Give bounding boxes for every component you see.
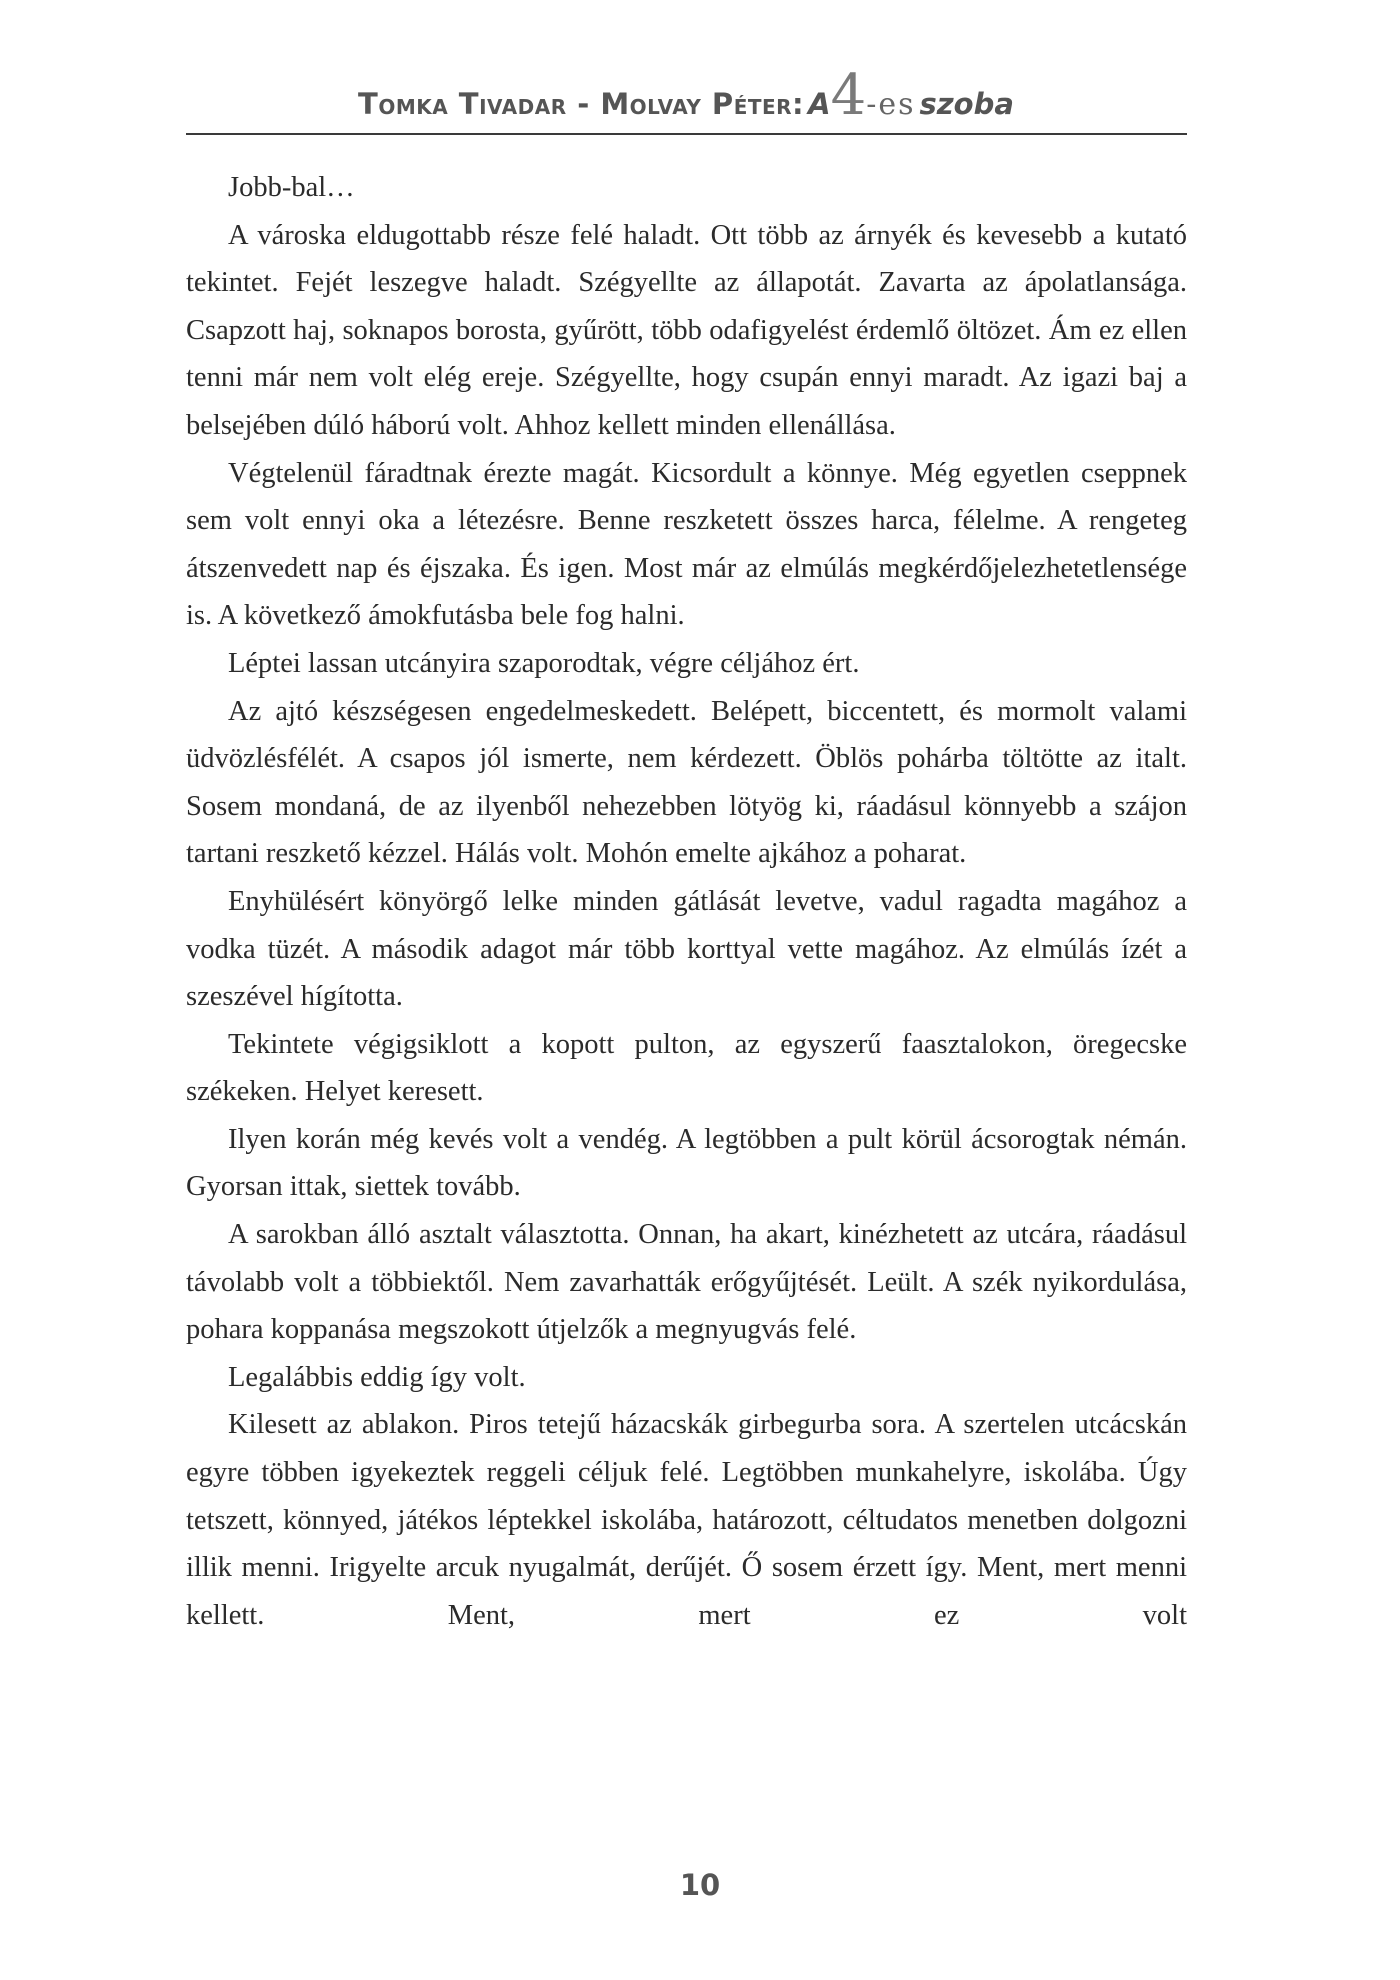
page-number: 10: [679, 1868, 721, 1902]
paragraph: Tekintete végigsiklott a kopott pulton, az egyszerű faasztalokon, öregecske székeken. Helyet keresett.: [186, 1028, 1187, 1108]
paragraph: Az ajtó készségesen engedelmeskedett. Belépett, biccentett, és mormolt valami üdvözlésfélét. A csapos jól ismerte, nem kérdezett. Öblös pohárba töltötte az italt. Sosem mondaná, de az ilyenből nehezebben lötyög ki, ráadásul könnyebb a szájon tartani reszkető kézzel. Hálás volt. Mohón emelte ajkához a poharat.: [186, 695, 1187, 870]
body-text: [186, 164, 1187, 1639]
header-title-number: 4: [830, 63, 867, 128]
paragraph: Enyhülésért könyörgő lelke minden gátlását levetve, vadul ragadta magához a vodka tüzét. A második adagot már több korttyal vette magához. Az elmúlás ízét a szeszével hígította.: [186, 885, 1187, 1013]
header-divider: [186, 133, 1187, 135]
paragraph: Léptei lassan utcányira szaporodtak, végre céljához ért.: [228, 647, 860, 679]
paragraph: Jobb-bal…: [228, 172, 355, 203]
paragraph: Kilesett az ablakon. Piros tetejű házacskák girbegurba sora. A szertelen utcácskán egyre többen igyekeztek reggeli céljuk felé. Legtöbben munkahelyre, iskolába. Úgy tetszett, könnyed, játékos léptekkel iskolába, határozott, céltudatos menetben dolgozni illik menni. Irigyelte arcuk nyugalmát, derűjét. Ő sosem érzett így. Ment, mert menni kellett. Ment, mert ez volt: [186, 1409, 1187, 1631]
header-title-prefix: A: [808, 87, 831, 121]
paragraph: Végtelenül fáradtnak érezte magát. Kicsordult a könnye. Még egyetlen cseppnek sem volt ennyi oka a létezésre. Benne reszketett összes harca, félelme. A rengeteg átszenvedett nap és éjszaka. És igen. Most már az elmúlás megkérdőjelezhetetlensége is. A következő ámokfutásba bele fog halni.: [186, 457, 1187, 632]
header-author: Tomka Tivadar - Molvay Péter:: [358, 87, 805, 121]
paragraph: Ilyen korán még kevés volt a vendég. A legtöbben a pult körül ácsorogtak némán. Gyorsan ittak, siettek tovább.: [186, 1123, 1187, 1203]
paragraph: Legalábbis eddig így volt.: [228, 1361, 526, 1393]
header-title-word: szoba: [919, 87, 1014, 121]
header-title-suffix: -es: [866, 87, 916, 122]
paragraph: A sarokban álló asztalt választotta. Onnan, ha akart, kinézhetett az utcára, ráadásul távolabb volt a többiektől. Nem zavarhatták erőgyűjtését. Leült. A szék nyikordulása, pohara koppanása megszokott útjelzők a megnyugvás felé.: [186, 1219, 1187, 1346]
running-header: [186, 63, 1186, 132]
paragraph: A városka eldugottabb része felé haladt. Ott több az árnyék és kevesebb a kutató tekintet. Fejét leszegve haladt. Szégyellte az állapotát. Zavarta az ápolatlansága. Csapzott haj, soknapos borosta, gyűrött, több odafigyelést érdemlő öltözet. Ám ez ellen tenni már nem volt elég ereje. Szégyellte, hogy csupán ennyi maradt. Az igazi baj a belsejében dúló háború volt. Ahhoz kellett minden ellenállása.: [186, 219, 1187, 441]
